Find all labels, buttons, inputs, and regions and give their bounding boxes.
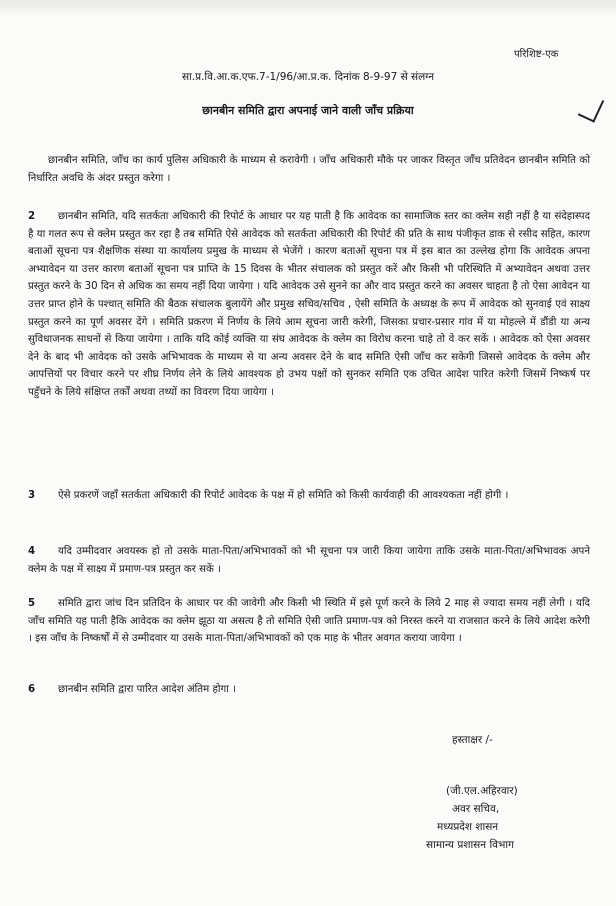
- paragraph-6: [28, 681, 590, 699]
- paragraph-4: [28, 543, 590, 578]
- signatory-department: सामान्य प्रशासन विभाग: [426, 839, 515, 851]
- checkmark-icon: [578, 93, 604, 122]
- paragraph-3: [28, 487, 590, 505]
- paragraph-5: [28, 595, 590, 648]
- paragraph-text: ऐसे प्रकरणें जहाँ सतर्कता अधिकारी की रिपोर्ट आवेदक के पक्ष में हो समिति को किसी कार्यवाही की आवश्यकता नहीं होगी ।: [58, 490, 509, 501]
- paragraph-text: यदि उम्मीदवार अवयस्क हो तो उसके माता-पिता/अभिभावकों को भी सूचना पत्र जारी किया जायेगा ताकि उसके माता-पिता/अभिभावक अपने क्लेम के पक्ष में साक्ष्य में प्रमाण-पत्र प्रस्तुत कर सकें ।: [28, 546, 590, 575]
- paragraph-number: 6: [28, 684, 36, 695]
- signatory-name: (जी.एल.अहिरवार): [446, 785, 518, 797]
- annexure-label: परिशिष्ट-एक: [514, 49, 559, 60]
- signatory-designation: अवर सचिव,: [452, 803, 500, 815]
- paragraph-number: 3: [28, 490, 36, 501]
- paragraph-2: [28, 208, 590, 402]
- reference-line: सा.प्र.वि.आ.क.एफ.7-1/96/आ.प्र.क. दिनांक 8-9-97 से संलग्न: [181, 71, 435, 83]
- document-title: छानबीन समिति द्वारा अपनाई जाने वाली जाँच प्रक्रिया: [202, 104, 414, 117]
- paragraph-text: समिति द्वारा जांच दिन प्रतिदिन के आधार पर की जावेगी और किसी भी स्थिति में इसे पूर्ण करने के लिये 2 माह से ज्यादा समय नहीं लेगी । यदि जाँच समिति यह पाती हैकि आवेदक का क्लेम झूठा या असत्य है तो समिति ऐसी जाति प्रमाण-पत्र को निरस्त करने या राजसात करने के लिये आदेश करेगी । इस जाँच के निष्कर्षों में से उम्मीदवार या उसके माता-पिता/अभिभावकों को एक माह के भीतर अवगत कराया जायेगा ।: [28, 598, 590, 645]
- paragraph-number: 4: [28, 546, 36, 557]
- paragraph-1: [28, 152, 590, 187]
- signatory-government: मध्यप्रदेश शासन: [437, 821, 499, 833]
- paragraph-number: 5: [28, 598, 36, 609]
- paragraph-text: छानबीन समिति द्वारा पारित आदेश अंतिम होगा ।: [58, 684, 236, 695]
- paragraph-text: छानबीन समिति, जाँच का कार्य पुलिस अधिकारी के माध्यम से करावेगी । जाँच अधिकारी मौके पर जाकर विस्तृत जाँच प्रतिवेदन छानबीन समिति को निर्धारित अवधि के अंदर प्रस्तुत करेगा ।: [28, 155, 590, 184]
- paragraph-number: 2: [28, 211, 36, 222]
- scan-edge: [0, 0, 616, 14]
- paragraph-text: छानबीन समिति, यदि सतर्कता अधिकारी की रिपोर्ट के आधार पर यह पाती है कि आवेदक का सामाजिक स्तर का क्लेम सही नहीं है या संदेहास्पद है या गलत रूप से क्लेम प्रस्तुत कर रहा है तब समिति ऐसे आवेदक को सतर्कता अधिकारी की रिपोर्ट की प्रति के साथ पंजीकृत डाक से रसीद सहित, कारण बताओं सूचना पत्र शैक्षणिक संस्था या कार्यालय प्रमुख के माध्यम से भेजेंगे । कारण बताओं सूचना पत्र में इस बात का उल्लेख होगा कि आवेदक अपना अभ्यावेदन या उत्तर कारण बताओं सूचना पत्र प्राप्ति के 15 दिवस के भीतर संचालक को प्रस्तुत करें और किसी भी परिस्थिति में अभ्यावेदन अथवा उत्तर प्रस्तुत करने के 30 दिन से अधिक का समय नहीं दिया जायेगा । यदि आवेदक उसे सुनने का और वाद प्रस्तुत करने का अवसर चाहता है तो ऐसा आवेदन या उत्तर प्राप्त होने के पश्चात् समिति की बैठक संचालक बुलायेंगे और प्रमुख सचिव/सचिव , ऐसी समिति के अध्यक्ष के रूप में आवेदक को सुनवाई एवं साक्ष्य प्रस्तुत करने का पूर्ण अवसर देंगे । समिति प्रकरण में निर्णय के लिये आम सूचना जारी करेगी, जिसका प्रचार-प्रसार गांव में या मोहल्ले में डौंडी या अन्य सुविधाजनक साधनों से किया जायेगा । ताकि यदि कोई व्यक्ति या संघ आवेदक के क्लेम का विरोध करना चाहे तो वे कर सकें । आवेदक को ऐसा अवसर देने के बाद भी आवेदक को उसके अभिभावक के माध्यम से या अन्य अवसर देने के बाद समिति ऐसी जाँच कर सकेगी जिससे आवेदक के क्लेम और आपत्तियों पर विचार करने पर शीघ्र निर्णय लेने के लिये आवश्यक हो उभय पक्षों को सुनकर समिति एक उचित आदेश पारित करेगी जिसमें निष्कर्ष पर पहुँचने के लिये संक्षिप्त तर्कों अथवा तथ्यों का विवरण दिया जायेगा ।: [28, 211, 590, 398]
- signed-mark: हस्ताक्षर /-: [452, 734, 493, 746]
